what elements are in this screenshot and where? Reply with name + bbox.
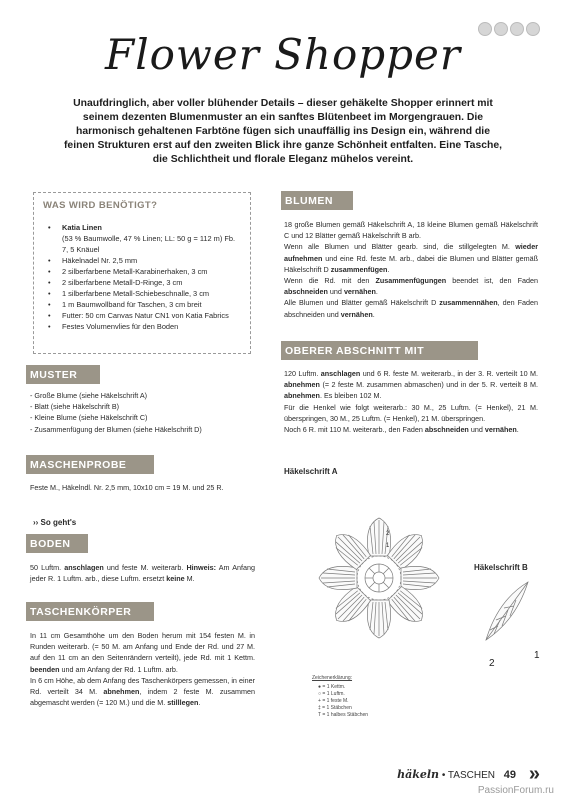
taschen-heading: TASCHENKÖRPER bbox=[26, 602, 154, 621]
diagram-a-number-1: 1 bbox=[386, 543, 390, 549]
diagram-b-number-1: 1 bbox=[534, 650, 540, 661]
list-item: • Festes Volumenvlies für den Boden bbox=[48, 321, 243, 332]
oberer-text: 120 Luftm. anschlagen und 6 R. feste M. weiterarb., in der 3. R. verteilt 10 M. abnehmen (= 2 feste M. zusammen abmaschen) und in der 5. R. verteilt 8 M. abnehmen. Es bleiben 102 M. Für die Henkel wie folgt weiterarb.: 30 M., 25 Luftm. (= Henkel), 21 M. überspringen, 30 M., 25 Luftm. (= Henkel), 21 M. überspringen. Noch 6 R. mit 110 M. weiterarb., den Faden abschneiden und vernähen. bbox=[284, 369, 538, 435]
blumen-heading: BLUMEN bbox=[281, 191, 353, 210]
list-item: • 1 m Baumwollband für Taschen, 3 cm breit bbox=[48, 299, 243, 310]
boden-text: 50 Luftm. anschlagen und feste M. weiterarb. Hinweis: Am Anfang jeder R. 1 Luftm. arb., diese Luftm. ersetzt keine M. bbox=[30, 563, 255, 584]
taschen-text: In 11 cm Gesamthöhe um den Boden herum mit 154 festen M. in Runden weiterarb. (= 50 M. am Anfang und Ende der Rd. und 27 M. auf den 11 cm an den Seitenrändern verteilt), jede Rd. mit 1 Kettm. beenden und am Anfang der Rd. 1 Luftm. arb. In 6 cm Höhe, ab dem Anfang des Taschenkörpers gemessen, in einer Rd. verteilt 34 M. abnehmen, indem 2 feste M. zusammen abgemascht werden (= 120 M.) und die M. stilllegen. bbox=[30, 631, 255, 708]
list-item: • 1 silberfarbene Metall-Schiebeschnalle, 3 cm bbox=[48, 288, 243, 299]
materials-heading: WAS WIRD BENÖTIGT? bbox=[43, 200, 158, 211]
muster-list bbox=[30, 390, 250, 435]
list-item: • Futter: 50 cm Canvas Natur CN1 von Katia Fabrics bbox=[48, 310, 243, 321]
page-number: 49 bbox=[503, 769, 516, 781]
materials-list bbox=[48, 222, 243, 332]
diagram-b-number-2: 2 bbox=[489, 658, 495, 669]
diagram-a-number-2: 2 bbox=[386, 531, 390, 537]
footer-section: • TASCHEN bbox=[441, 770, 495, 781]
next-page-arrow[interactable]: » bbox=[528, 763, 540, 785]
legend-title: Zeichenerklärung: bbox=[312, 675, 353, 681]
boden-heading: BODEN bbox=[26, 534, 88, 553]
flower-a-petals bbox=[319, 518, 439, 638]
list-item: - Zusammenfügung der Blumen (siehe Häkelschrift D) bbox=[30, 424, 202, 434]
legend-item: ‡ = 1 Stäbchen bbox=[318, 705, 352, 711]
watermark: PassionForum.ru bbox=[477, 785, 554, 796]
list-item: (53 % Baumwolle, 47 % Linen; LL: 50 g = 112 m) Fb. 7, 5 Knäuel bbox=[62, 234, 236, 254]
list-item: - Große Blume (siehe Häkelschrift A) bbox=[30, 391, 148, 400]
list-item: • Häkelnadel Nr. 2,5 mm bbox=[48, 255, 243, 266]
diagram-legend bbox=[312, 675, 368, 719]
legend-item: T = 1 halbes Stäbchen bbox=[318, 712, 369, 718]
list-item: • Katia Linen bbox=[48, 222, 243, 233]
oberer-heading: OBERER ABSCHNITT MIT HENKELN bbox=[281, 341, 478, 360]
leaf-b bbox=[486, 582, 528, 640]
list-item: - Kleine Blume (siehe Häkelschrift C) bbox=[30, 413, 148, 423]
blumen-text: 18 große Blumen gemäß Häkelschrift A, 18 kleine Blumen gemäß Häkelschrift C und 12 Blätter gemäß Häkelschrift B arb. Wenn alle Blumen und Blätter gearb. sind, die stillgelegten M. wieder aufnehmen und eine Rd. feste M. arb., dabei die Blumen und Blätter gemäß Häkelschrift D zusammenfügen. Wenn die Rd. mit den Zusammenfügungen beendet ist, den Faden abschneiden und vernähen. Alle Blumen und Blätter gemäß Häkelschrift D zusammennähen, den Faden abschneiden und vernähen. bbox=[284, 220, 539, 319]
page-title: Flower Shopper bbox=[105, 30, 461, 79]
so-gehts-heading: ›› So geht's bbox=[33, 518, 77, 527]
page-footer bbox=[397, 768, 516, 781]
footer-brand: häkeln bbox=[397, 768, 440, 781]
maschenprobe-text: Feste M., Häkelndl. Nr. 2,5 mm, 10x10 cm = 19 M. und 25 R. bbox=[30, 483, 224, 492]
diagram-b-label: Häkelschrift B bbox=[474, 563, 528, 572]
list-item: • 2 silberfarbene Metall-Karabinerhaken, 3 cm bbox=[48, 266, 243, 277]
legend-item: ○ = 1 Luftm. bbox=[318, 691, 345, 697]
maschenprobe-heading: MASCHENPROBE bbox=[26, 455, 154, 474]
crochet-diagram bbox=[284, 490, 554, 675]
muster-heading: MUSTER bbox=[26, 365, 100, 384]
list-item: • 2 silberfarbene Metall-D-Ringe, 3 cm bbox=[48, 277, 243, 288]
diagram-a-label: Häkelschrift A bbox=[284, 467, 338, 476]
legend-item: ● = 1 Kettm. bbox=[318, 684, 346, 690]
list-item: - Blatt (siehe Häkelschrift B) bbox=[30, 402, 120, 412]
intro-text: Unaufdringlich, aber voller blühender Details – dieser gehäkelte Shopper erinnert mit seinem dezenten Blumenmuster an ein sanftes Blütenbeet im Morgengrauen. Die harmonisch gehaltenen Farbtöne fügen sich unauffällig ins Design ein, während die feinen Strukturen erst auf den zweiten Blick ihre ganze Schönheit entfalten. Eine Tasche, die Schlichtheit und florale Eleganz mühelos vereint. bbox=[63, 98, 503, 165]
legend-item: + = 1 feste M. bbox=[318, 698, 349, 704]
